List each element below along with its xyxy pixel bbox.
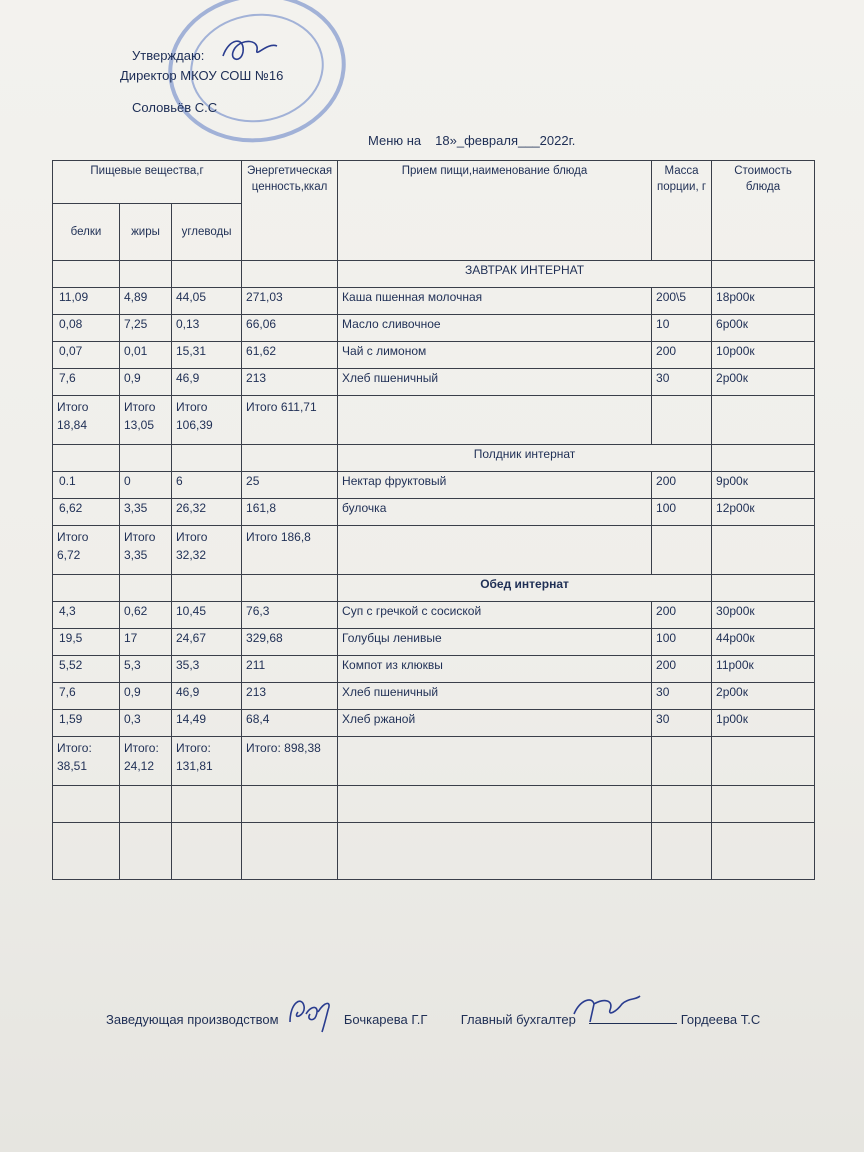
proteins-cell: 19,5 <box>53 629 120 656</box>
cost-cell: 30р00к <box>712 602 815 629</box>
table-header-row <box>53 161 815 204</box>
dish-cell: Голубцы ленивые <box>338 629 652 656</box>
proteins-cell: 7,6 <box>53 683 120 710</box>
table-row <box>53 315 815 342</box>
director-title: Директор МКОУ СОШ №16 <box>120 68 284 83</box>
mass-cell: 30 <box>652 710 712 737</box>
mass-cell: 200\5 <box>652 288 712 315</box>
total-row <box>53 396 815 445</box>
energy-cell: 68,4 <box>242 710 338 737</box>
energy-cell: 25 <box>242 472 338 499</box>
fats-cell: 0,62 <box>120 602 172 629</box>
total-row <box>53 526 815 575</box>
cost-cell: 12р00к <box>712 499 815 526</box>
energy-total: Итого: 898,38 <box>242 737 338 786</box>
cost-cell: 9р00к <box>712 472 815 499</box>
production-signature <box>284 992 336 1034</box>
director-signature <box>215 30 285 70</box>
mass-cell: 30 <box>652 369 712 396</box>
fats-cell: 5,3 <box>120 656 172 683</box>
section-lunch <box>53 575 815 602</box>
cost-cell: 11р00к <box>712 656 815 683</box>
table-row <box>53 629 815 656</box>
proteins-cell: 0,08 <box>53 315 120 342</box>
carbs-cell: 6 <box>172 472 242 499</box>
proteins-header: белки <box>53 204 120 261</box>
carbs-cell: 44,05 <box>172 288 242 315</box>
fats-cell: 0,9 <box>120 369 172 396</box>
dish-cell: Нектар фруктовый <box>338 472 652 499</box>
fats-cell: 4,89 <box>120 288 172 315</box>
menu-date: 18»_февраля___2022г. <box>435 133 576 148</box>
section-breakfast <box>53 261 815 288</box>
dish-cell: Хлеб ржаной <box>338 710 652 737</box>
fats-cell: 0,3 <box>120 710 172 737</box>
carbs-cell: 26,32 <box>172 499 242 526</box>
proteins-cell: 1,59 <box>53 710 120 737</box>
carbs-total: Итого 32,32 <box>172 526 242 575</box>
carbs-cell: 14,49 <box>172 710 242 737</box>
energy-cell: 213 <box>242 369 338 396</box>
mass-cell: 30 <box>652 683 712 710</box>
proteins-cell: 0.1 <box>53 472 120 499</box>
cost-header: Стоимость блюда <box>712 161 815 261</box>
proteins-cell: 4,3 <box>53 602 120 629</box>
table-row <box>53 342 815 369</box>
section-snack <box>53 445 815 472</box>
mass-cell: 200 <box>652 602 712 629</box>
portion-header: Масса порции, г <box>652 161 712 261</box>
approve-label: Утверждаю: <box>132 48 205 63</box>
energy-cell: 211 <box>242 656 338 683</box>
mass-cell: 100 <box>652 629 712 656</box>
dish-cell: Суп с гречкой с сосиской <box>338 602 652 629</box>
table-row <box>53 472 815 499</box>
cost-cell: 1р00к <box>712 710 815 737</box>
table-row <box>53 369 815 396</box>
energy-cell: 61,62 <box>242 342 338 369</box>
dish-header: Прием пищи,наименование блюда <box>338 161 652 261</box>
menu-label: Меню на <box>368 133 422 148</box>
cost-cell: 6р00к <box>712 315 815 342</box>
energy-total: Итого 611,71 <box>242 396 338 445</box>
empty-row <box>53 786 815 823</box>
carbs-cell: 35,3 <box>172 656 242 683</box>
section-title: Обед интернат <box>338 575 712 602</box>
accountant-signature <box>570 990 642 1026</box>
fats-cell: 0,9 <box>120 683 172 710</box>
fats-cell: 3,35 <box>120 499 172 526</box>
fats-cell: 0 <box>120 472 172 499</box>
proteins-cell: 6,62 <box>53 499 120 526</box>
fats-total: Итого 13,05 <box>120 396 172 445</box>
section-title: ЗАВТРАК ИНТЕРНАТ <box>338 261 712 288</box>
proteins-cell: 0,07 <box>53 342 120 369</box>
energy-header: Энергетическая ценность,ккал <box>242 161 338 261</box>
proteins-cell: 11,09 <box>53 288 120 315</box>
cost-cell: 44р00к <box>712 629 815 656</box>
carbs-cell: 0,13 <box>172 315 242 342</box>
cost-cell: 2р00к <box>712 683 815 710</box>
production-label: Заведующая производством <box>106 1012 279 1027</box>
fats-total: Итого 3,35 <box>120 526 172 575</box>
mass-cell: 200 <box>652 342 712 369</box>
fats-cell: 17 <box>120 629 172 656</box>
accountant-label: Главный бухгалтер <box>460 1012 576 1027</box>
table-row <box>53 683 815 710</box>
energy-cell: 271,03 <box>242 288 338 315</box>
proteins-cell: 7,6 <box>53 369 120 396</box>
energy-total: Итого 186,8 <box>242 526 338 575</box>
dish-cell: Хлеб пшеничный <box>338 369 652 396</box>
dish-cell: Компот из клюквы <box>338 656 652 683</box>
dish-cell: Каша пшенная молочная <box>338 288 652 315</box>
fats-cell: 0,01 <box>120 342 172 369</box>
mass-cell: 100 <box>652 499 712 526</box>
carbs-total: Итого 106,39 <box>172 396 242 445</box>
menu-date-line <box>368 133 575 148</box>
table-row <box>53 656 815 683</box>
mass-cell: 10 <box>652 315 712 342</box>
carbs-cell: 46,9 <box>172 683 242 710</box>
fats-cell: 7,25 <box>120 315 172 342</box>
mass-cell: 200 <box>652 472 712 499</box>
carbs-cell: 10,45 <box>172 602 242 629</box>
empty-row <box>53 823 815 880</box>
carbs-cell: 24,67 <box>172 629 242 656</box>
carbs-cell: 15,31 <box>172 342 242 369</box>
proteins-total: Итого: 38,51 <box>53 737 120 786</box>
table-row <box>53 710 815 737</box>
mass-cell: 200 <box>652 656 712 683</box>
production-name: Бочкарева Г.Г <box>343 1012 428 1027</box>
dish-cell: Чай с лимоном <box>338 342 652 369</box>
carbs-total: Итого: 131,81 <box>172 737 242 786</box>
energy-cell: 66,06 <box>242 315 338 342</box>
total-row <box>53 737 815 786</box>
cost-cell: 10р00к <box>712 342 815 369</box>
energy-cell: 76,3 <box>242 602 338 629</box>
energy-cell: 213 <box>242 683 338 710</box>
carbs-header: углеводы <box>172 204 242 261</box>
table-row <box>53 288 815 315</box>
proteins-cell: 5,52 <box>53 656 120 683</box>
energy-cell: 161,8 <box>242 499 338 526</box>
proteins-total: Итого 18,84 <box>53 396 120 445</box>
carbs-cell: 46,9 <box>172 369 242 396</box>
fats-total: Итого: 24,12 <box>120 737 172 786</box>
dish-cell: Масло сливочное <box>338 315 652 342</box>
table-row <box>53 602 815 629</box>
fats-header: жиры <box>120 204 172 261</box>
energy-cell: 329,68 <box>242 629 338 656</box>
proteins-total: Итого 6,72 <box>53 526 120 575</box>
menu-table <box>52 160 814 880</box>
nutrients-header: Пищевые вещества,г <box>53 161 242 204</box>
cost-cell: 2р00к <box>712 369 815 396</box>
table-row <box>53 499 815 526</box>
dish-cell: Хлеб пшеничный <box>338 683 652 710</box>
director-name: Соловьёв С.С <box>132 100 218 115</box>
dish-cell: булочка <box>338 499 652 526</box>
section-title: Полдник интернат <box>338 445 712 472</box>
cost-cell: 18р00к <box>712 288 815 315</box>
signature-footer <box>106 1012 760 1027</box>
accountant-name: Гордеева Т.С <box>680 1012 761 1027</box>
